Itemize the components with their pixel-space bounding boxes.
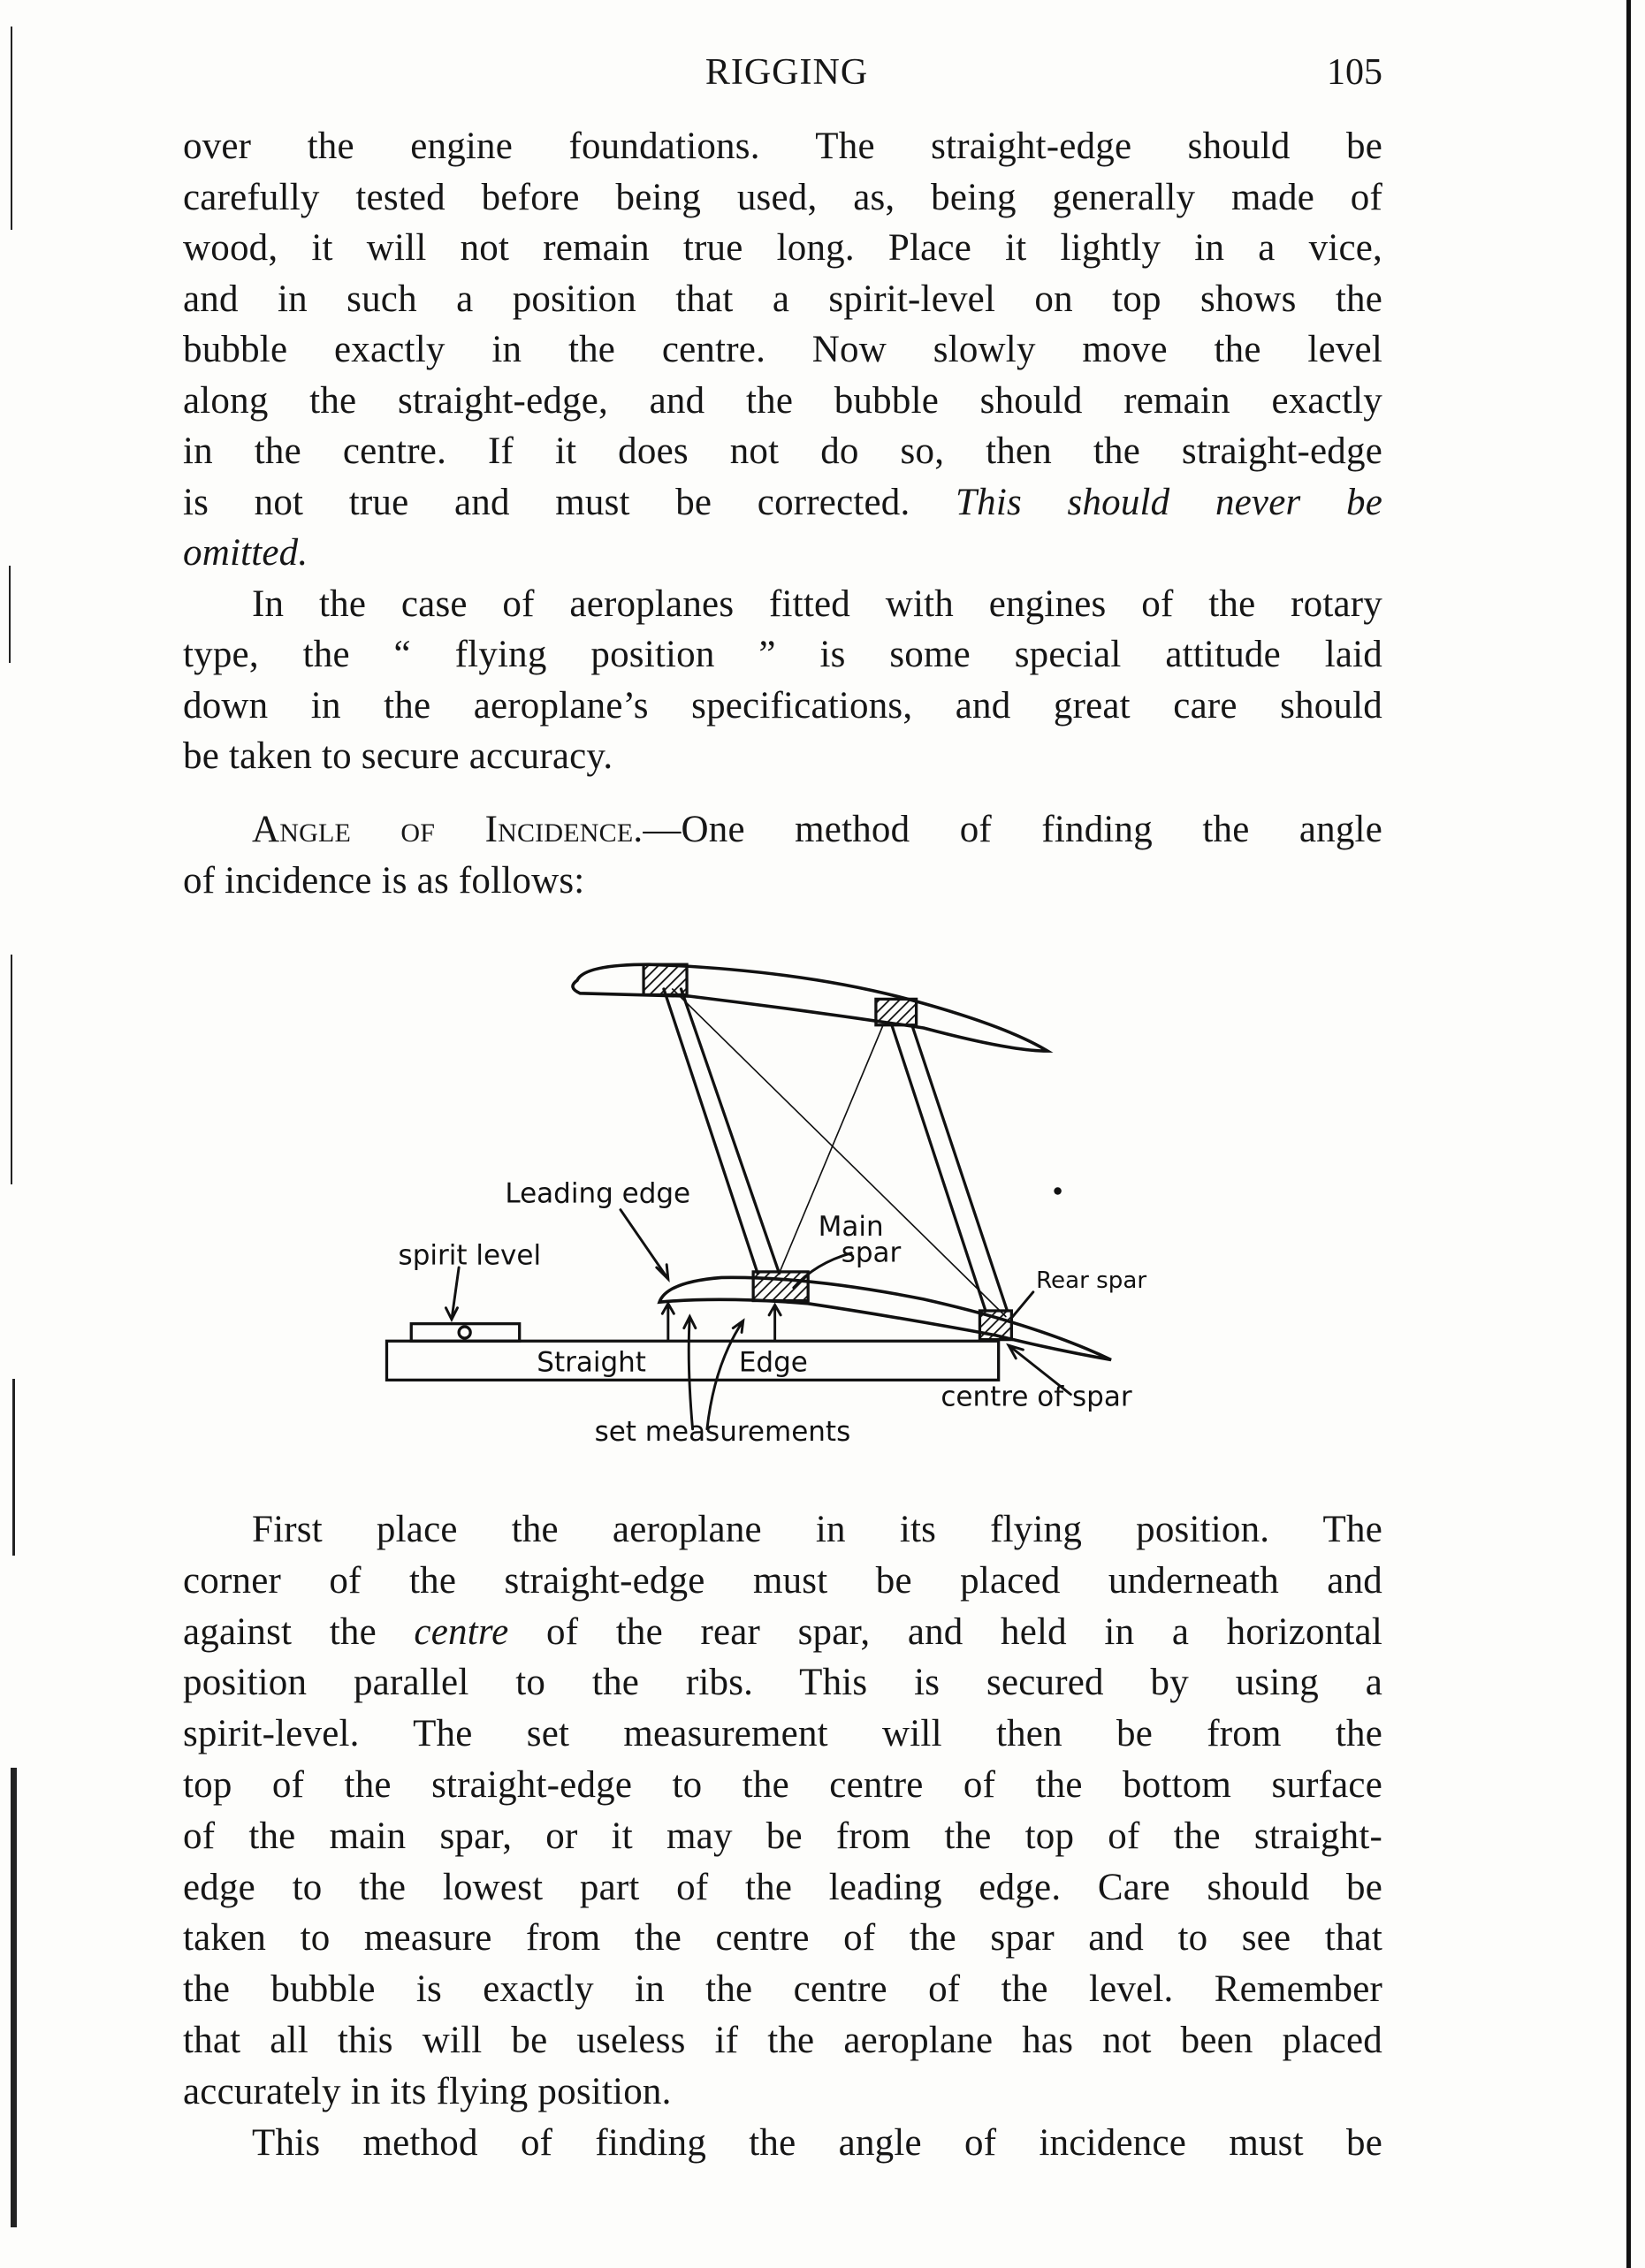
bracing-wires	[673, 989, 1006, 1317]
text-span: type, the “ flying position ” is some special attitude laid	[183, 634, 1382, 675]
section-heading: Angle of Incidence.	[252, 809, 644, 850]
text-line	[183, 172, 1382, 224]
text-line	[252, 1504, 1382, 1556]
label-straight: Straight	[537, 1346, 646, 1379]
text-span: along the straight-edge, and the bubble should remain exactly	[183, 379, 1382, 422]
label-leading-edge: Leading edge	[505, 1177, 691, 1210]
text-span: bubble exactly in the centre. Now slowly move the level	[183, 329, 1382, 370]
italic-text: omitted.	[183, 532, 308, 574]
label-edge: Edge	[738, 1346, 808, 1379]
spirit-level	[411, 1324, 519, 1342]
text-span: of the main spar, or it may be from the top of the straight-	[183, 1815, 1382, 1857]
text-line	[183, 324, 1382, 376]
text-line	[183, 528, 1382, 579]
text-line	[183, 1556, 1382, 1607]
label-spar: spar	[841, 1237, 902, 1269]
text-line	[252, 579, 1382, 630]
upper-wing	[573, 964, 1047, 1051]
scan-artifact	[11, 955, 12, 1184]
text-line	[183, 1607, 1382, 1658]
text-line	[183, 2066, 1382, 2118]
scan-artifact	[12, 1379, 15, 1556]
italic-text: centre	[414, 1610, 509, 1653]
text-line	[183, 223, 1382, 274]
text-span: —One method of finding the angle	[643, 809, 1382, 850]
arrows	[446, 1210, 1070, 1429]
lower-wing	[659, 1272, 1111, 1360]
text-span: the bubble is exactly in the centre of the level. Remember	[183, 1968, 1382, 2011]
text-span: This method of finding the angle of incidence must be	[252, 2121, 1382, 2164]
upper-rear-spar	[876, 999, 917, 1024]
text-line	[183, 121, 1382, 172]
text-line	[183, 1964, 1382, 2015]
text-line	[183, 1811, 1382, 1862]
text-span: edge to the lowest part of the leading edge. Care should be	[183, 1866, 1382, 1908]
page-number: 105	[1327, 52, 1382, 93]
bubble	[459, 1327, 470, 1338]
text-span: over the engine foundations. The straight-edge should be	[183, 126, 1382, 167]
text-span: is not true and must be corrected.	[183, 481, 956, 523]
lower-rear-spar	[979, 1311, 1011, 1340]
text-span: top of the straight-edge to the centre of the bottom surface	[183, 1764, 1382, 1806]
text-line	[183, 477, 1382, 529]
text-span: of incidence is as follows:	[183, 859, 585, 902]
text-span: corner of the straight-edge must be placed underneath and	[183, 1559, 1382, 1602]
text-span: that all this will be useless if the aeroplane has not been placed	[183, 2020, 1382, 2061]
lower-main-spar	[753, 1272, 808, 1301]
label-centre-of-spar: centre of spar	[941, 1381, 1132, 1413]
label-spirit-level: spirit level	[398, 1239, 542, 1272]
text-span: taken to measure from the centre of the spar and to see that	[183, 1917, 1382, 1960]
text-line	[183, 426, 1382, 477]
text-span: against the	[183, 1610, 415, 1653]
text-line	[183, 681, 1382, 732]
text-span: down in the aeroplane’s specifications, and great care should	[183, 684, 1382, 727]
text-line	[183, 1657, 1382, 1709]
text-span: First place the aeroplane in its flying position. The	[252, 1509, 1382, 1550]
stray-dot	[1055, 1189, 1060, 1193]
text-line	[183, 1913, 1382, 1964]
text-line	[252, 2118, 1382, 2169]
text-line	[183, 1862, 1382, 1914]
struts	[664, 989, 1008, 1311]
text-line	[183, 376, 1382, 427]
text-line	[183, 274, 1382, 325]
straight-edge	[386, 1341, 998, 1380]
text-line	[252, 804, 1382, 856]
text-span: be taken to secure accuracy.	[183, 735, 613, 777]
italic-text: This should never be	[956, 481, 1382, 523]
text-line	[183, 2015, 1382, 2066]
text-span: carefully tested before being used, as, being generally made of	[183, 176, 1382, 218]
text-span: of the rear spar, and held in a horizontal	[508, 1610, 1382, 1653]
upper-main-spar	[644, 964, 687, 994]
text-line	[183, 1709, 1382, 1760]
text-line	[183, 731, 1382, 782]
text-span: and in such a position that a spirit-level on top shows the	[183, 278, 1382, 320]
text-span: position parallel to the ribs. This is secured by using a	[183, 1662, 1382, 1704]
text-span: spirit-level. The set measurement will then be from the	[183, 1713, 1382, 1755]
running-head: RIGGING	[704, 52, 869, 93]
label-set-measurements: set measurements	[594, 1415, 851, 1448]
text-line	[183, 856, 1382, 907]
label-main: Main	[818, 1211, 884, 1244]
text-span: wood, it will not remain true long. Place it lightly in a vice,	[183, 227, 1382, 269]
scan-artifact	[11, 1768, 17, 2227]
page-edge	[1626, 0, 1631, 2268]
text-line	[183, 1760, 1382, 1811]
text-span: accurately in its flying position.	[183, 2070, 672, 2112]
text-line	[183, 629, 1382, 681]
text-span: In the case of aeroplanes fitted with engines of the rotary	[252, 582, 1382, 625]
label-rear-spar: Rear spar	[1036, 1267, 1147, 1294]
text-span: in the centre. If it does not do so, then the straight-edge	[183, 430, 1382, 472]
scan-artifact	[9, 566, 11, 663]
